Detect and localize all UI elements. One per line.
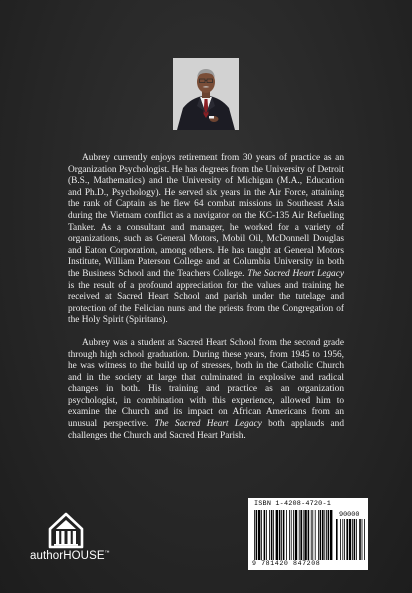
bio-paragraph-1 <box>68 153 344 327</box>
author-photo <box>173 58 239 130</box>
publisher-name: authorHOUSE™ <box>30 550 110 562</box>
bio-text: Aubrey was a student at Sacred Heart School from the second grade through high school graduation. During these years, from 1945 to 1956, he was witness to the build up of stresses, both in the Catholic Church and in the society at large that culminated in explosive and radical changes in both. His training and practice as an organization psychologist, in combination with this experience, allowed him to examine the Church and its impact on African Americans from an unusual perspective. <box>68 337 344 430</box>
isbn-barcode <box>248 498 368 570</box>
author-bio <box>68 153 344 453</box>
book-title: The Sacred Heart Legacy <box>247 268 345 279</box>
price-code: 90000 <box>339 511 360 519</box>
author-portrait-icon <box>173 58 239 130</box>
bio-text: both applauds and challenges the Church and Sacred Heart Parish. <box>68 419 345 441</box>
isbn-text: ISBN 1-4208-4720-1 <box>254 500 332 508</box>
bio-text: is the result of a profound appreciation for the values and training he received at Sacred Heart School and parish under the tutelage and protection of the Felician nuns and the priests from the Congregation of the Holy Spirit (Spiritans). <box>68 280 344 326</box>
bio-paragraph-2 <box>68 338 344 442</box>
authorhouse-logo-icon <box>48 511 84 549</box>
ean-digits: 9 781420 847208 <box>252 560 321 567</box>
publisher-logo <box>30 511 110 571</box>
bio-text: Aubrey currently enjoys retirement from 30 years of practice as an Organization Psychologist. He has degrees from the University of Detroit (B.S., Mathematics) and the University of Michigan (M.A., Education and Ph.D., Psychology). He served six years in the Air Force, attaining the rank of Captain as he flew 64 combat missions in Southeast Asia during the Vietnam conflict as a navigator on the KC-135 Air Refueling Tanker. As a consultant and manager, he worked for a variety of organizations, such as General Motors, Mobil Oil, McDonnell Douglas and Eaton Corporation, among others. He has taught at General Motors Institute, William Paterson College and at Columbia University in both the Business School and the Teachers College. <box>68 153 344 279</box>
book-title: The Sacred Heart Legacy <box>154 419 262 430</box>
